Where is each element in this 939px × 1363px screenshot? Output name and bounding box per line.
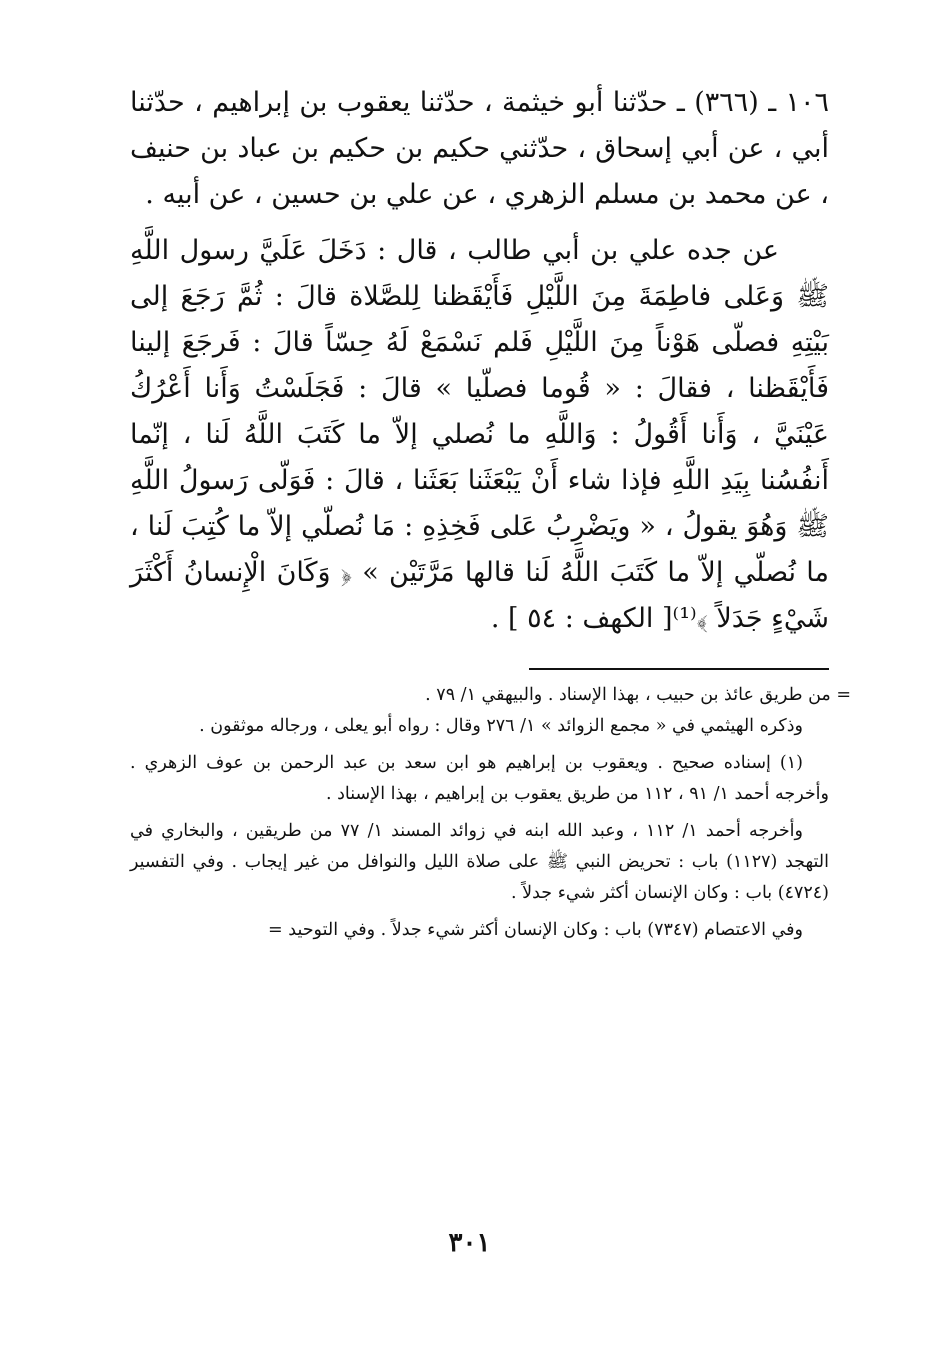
footnote-separator	[529, 668, 829, 670]
footnote-continuation-2: وذكره الهيثمي في « مجمع الزوائد » ١/ ٢٧٦ وقال : رواه أبو يعلى ، ورجاله موثقون .	[199, 716, 803, 736]
footnote-continuation-1: = من طريق عائذ بن حبيب ، بهذا الإسناد . والبيهقي ١/ ٧٩ .	[425, 685, 851, 705]
hadith-isnad-paragraph: ١٠٦ ـ (٣٦٦) ـ حدّثنا أبو خيثمة ، حدّثنا يعقوب بن إبراهيم ، حدّثنا أبي ، عن أبي إسحاق ، حدّثني حكيم بن حكيم بن عباد بن حنيف ، عن محمد بن مسلم الزهري ، عن علي بن حسين ، عن أبيه .	[130, 87, 830, 210]
footnotes	[130, 680, 851, 946]
hadith-matn-paragraph: عن جده علي بن أبي طالب ، قال : دَخَلَ عَلَيَّ رسول اللَّهِ ﷺ وَعَلى فاطِمَةَ مِنَ اللَّيْلِ فَأَيْقَظنا لِلصَّلاة قالَ : ثُمَّ رَجَعَ إلى بَيْتِهِ فصلّى هَوْناً مِنَ اللَّيْلِ فَلم نَسْمَعْ لَهُ حِسّاً قالَ : فَرجَعَ إلينا فَأَيْقَظنا ، فقالَ : « قُوما فصلّيا » قالَ : فَجَلَسْتُ وَأَنا أَعْرُكُ عَيْنَيَّ ، وَأَنا أَقُولُ : وَاللَّهِ ما نُصلي إلاّ ما كَتَبَ اللَّهُ لَنا ، إنّما أَنفُسُنا بِيَدِ اللَّهِ فإذا شاء أَنْ يَبْعَثَنا بَعَثَنا ، قالَ : فَوَلّى رَسولُ اللَّهِ ﷺ وَهُوَ يقولُ ، « ويَضْرِبُ عَلى فَخِذِهِ : مَا نُصلّي إلاّ ما كُتِبَ لَنا ، ما نُصلّي إلاّ ما كَتَبَ اللَّهُ لَنا قالها مَرَّتَيْن » ﴿ وَكَانَ الْإِنسانُ أَكْثَرَ شَيْءٍ جَدَلاً ﴾⁽¹⁾[ الكهف : ٥٤ ] .	[130, 235, 829, 634]
page-number: ٣٠١	[448, 1228, 491, 1258]
footnote-1: (١) إسناده صحيح . ويعقوب بن إبراهيم هو ابن سعد بن عبد الرحمن بن عوف الزهري . وأخرجه أحمد ١/ ٩١ ، ١١٢ من طريق يعقوب بن إبراهيم ، بهذا الإسناد .	[130, 753, 829, 804]
footnote-1-part-3: وفي الاعتصام (٧٣٤٧) باب : وكان الإنسان أكثر شيء جدلاً . وفي التوحيد =	[268, 920, 803, 940]
footnote-1-part-2: وأخرجه أحمد ١/ ١١٢ ، وعبد الله ابنه في زوائد المسند ١/ ٧٧ من طريقين ، والبخاري في التهجد (١١٢٧) باب : تحريض النبي ﷺ على صلاة الليل والنوافل من غير إيجاب . وفي التفسير (٤٧٢٤) باب : وكان الإنسان أكثر شيء جدلاً .	[130, 821, 829, 903]
main-text	[130, 80, 829, 642]
